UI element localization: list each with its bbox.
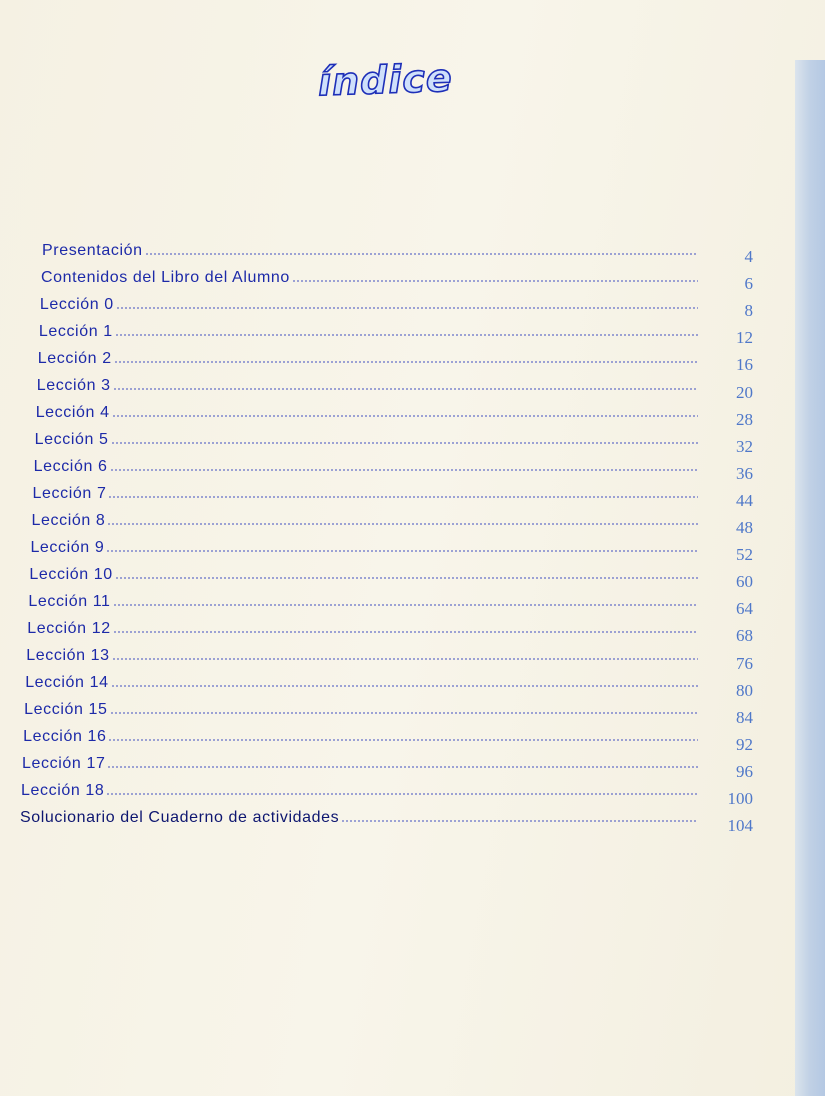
toc-entry[interactable] [22,749,698,773]
toc-page-number: 44 [736,490,753,510]
dot-leader [145,253,698,255]
toc-entry-label: Lección 14 [25,674,109,691]
dot-leader [107,766,698,768]
toc-entry-label: Lección 7 [32,485,107,502]
toc-page-number: 92 [736,734,753,754]
toc-entry[interactable] [34,452,698,476]
toc-entry[interactable] [41,263,698,287]
toc-entry[interactable] [33,479,698,503]
dot-leader [111,442,698,444]
toc-entry[interactable] [42,236,698,260]
dot-leader [111,685,698,687]
toc-entry-label: Lección 9 [30,539,105,556]
toc-entry-label: Lección 15 [24,701,108,718]
toc-page-number: 76 [736,653,753,673]
toc-page-number: 100 [727,789,753,808]
toc-entry[interactable] [30,533,698,557]
toc-entry-label: Lección 12 [27,620,111,637]
toc-entry-label: Lección 6 [33,458,108,475]
toc-page-number: 48 [736,518,753,537]
toc-entry-label: Lección 8 [31,512,106,529]
dot-leader [106,550,698,552]
toc-page-number: 20 [736,382,753,402]
toc-entry[interactable] [32,506,699,530]
dot-leader [113,388,698,390]
dot-leader [108,739,698,741]
toc-entry-label: Lección 4 [35,404,110,421]
dot-leader [112,415,698,417]
toc-page-number: 12 [736,328,753,348]
dot-leader [107,523,698,525]
page-title: índice [317,55,454,105]
toc-entry-label: Lección 5 [34,431,109,448]
dot-leader [115,577,698,579]
toc-page-number: 68 [736,626,753,646]
toc-entry[interactable] [26,641,698,665]
toc-page-number: 36 [736,463,753,483]
dot-leader [116,307,698,309]
toc-entry-label: Lección 16 [23,728,107,745]
dot-leader [113,631,698,633]
toc-entry-label: Lección 0 [39,296,114,313]
dot-leader [112,658,698,660]
toc-page-number: 8 [744,301,753,321]
dot-leader [110,469,698,471]
toc-entry[interactable] [37,371,698,395]
toc-entry-label: Lección 18 [21,782,105,799]
toc-entry[interactable] [39,317,698,341]
toc-entry-label: Lección 1 [38,323,113,340]
dot-leader [110,712,698,714]
toc-entry[interactable] [20,803,698,827]
dot-leader [106,793,698,795]
toc-entry[interactable] [40,290,698,314]
toc-page-number: 80 [736,680,753,700]
toc-page-number: 84 [736,707,753,727]
toc-entry[interactable] [23,722,698,746]
toc-entry[interactable] [38,344,698,368]
toc-page-number: 96 [736,761,753,781]
dot-leader [292,280,698,282]
toc-entry[interactable] [21,776,698,800]
toc-entry-label: Lección 3 [36,377,111,394]
dot-leader [114,361,698,363]
toc-page-number: 16 [736,355,753,375]
toc-entry[interactable] [27,614,698,638]
toc-entry-label: Lección 13 [26,647,110,664]
toc-entry[interactable] [24,695,698,719]
toc-page-number: 60 [736,572,753,592]
toc-entry-label: Lección 11 [28,593,111,610]
toc-entry[interactable] [25,668,698,692]
toc-entry-label: Lección 17 [22,755,106,772]
dot-leader [115,334,698,336]
toc-entry-label: Lección 2 [37,350,112,367]
toc-page-number: 32 [736,436,753,456]
toc-entry[interactable] [36,398,698,422]
toc-page-number: 104 [727,816,753,836]
toc-entry-label: Presentación [42,242,143,259]
toc-entry[interactable] [35,425,698,449]
toc-entry-label: Contenidos del Libro del Alumno [40,269,290,286]
toc-entry[interactable] [28,587,698,611]
dot-leader [341,820,698,822]
toc-page-number: 28 [736,409,753,429]
dot-leader [108,496,698,498]
toc-page-number: 52 [736,545,753,565]
toc-page-number: 64 [736,599,753,619]
toc-page-number: 6 [744,274,753,294]
toc-entry-label: Solucionario del Cuaderno de actividades [19,809,340,826]
toc-entry[interactable] [29,560,698,584]
toc-page-number: 4 [744,247,753,266]
dot-leader [113,604,698,606]
toc-entry-label: Lección 10 [29,566,113,583]
